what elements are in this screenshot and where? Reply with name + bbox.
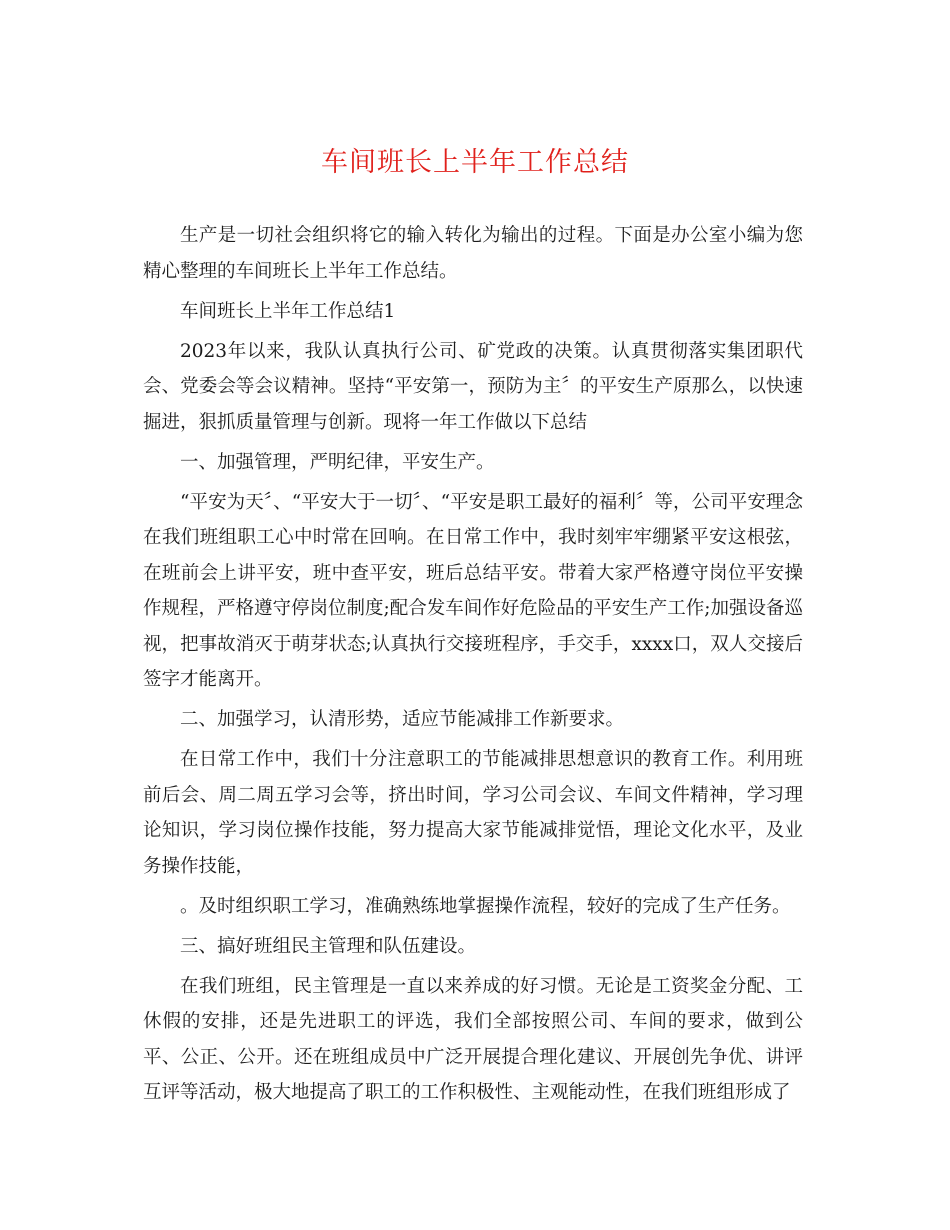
section-heading-2: 二、加强学习，认清形势，适应节能减排工作新要求。: [180, 709, 625, 730]
document-title: 车间班长上半年工作总结: [321, 147, 629, 178]
body-paragraph: 。及时组织职工学习，准确熟练地掌握操作流程，较好的完成了生产任务。: [180, 895, 791, 917]
document-body: [143, 218, 803, 1115]
body-paragraph: 2023年以来，我队认真执行公司、矿党政的决策。认真贯彻落实集团职代会、党委会等会议精神。坚持“平安第一，预防为主〞的平安生产原那么，以快速掘进，狠抓质量管理与创新。现将一年工作做以下总结: [143, 340, 803, 433]
body-paragraph: 在我们班组，民主管理是一直以来养成的好习惯。无论是工资奖金分配、工休假的安排，还是先进职工的评选，我们全部按照公司、车间的要求，做到公平、公正、公开。还在班组成员中广泛开展提合理化建议、开展创先争优、讲评互评等活动，极大地提高了职工的工作积极性、主观能动性，在我们班组形成了: [143, 975, 803, 1103]
body-paragraph: 在日常工作中，我们十分注意职工的节能减排思想意识的教育工作。利用班前后会、周二周五学习会等，挤出时间，学习公司会议、车间文件精神，学习理论知识，学习岗位操作技能，努力提高大家节能减排觉悟，理论文化水平，及业务操作技能，: [143, 749, 803, 877]
section-subtitle: 车间班长上半年工作总结1: [180, 300, 396, 322]
body-paragraph: “平安为天〞、“平安大于一切〞、“平安是职工最好的福利〞等，公司平安理念在我们班组职工心中时常在回响。在日常工作中，我时刻牢牢绷紧平安这根弦，在班前会上讲平安，班中查平安，班后总结平安。带着大家严格遵守岗位平安操作规程，严格遵守停岗位制度;配合发车间作好危险品的平安生产工作;加强设备巡视，把事故消灭于萌芽状态;认真执行交接班程序，手交手，xxxx口，双人交接后签字才能离开。: [143, 491, 803, 690]
section-heading-3: 三、搞好班组民主管理和队伍建设。: [180, 935, 477, 957]
section-heading-1: 一、加强管理，严明纪律，平安生产。: [180, 451, 495, 473]
intro-paragraph: 生产是一切社会组织将它的输入转化为输出的过程。下面是办公室小编为您精心整理的车间班长上半年工作总结。: [143, 225, 803, 282]
